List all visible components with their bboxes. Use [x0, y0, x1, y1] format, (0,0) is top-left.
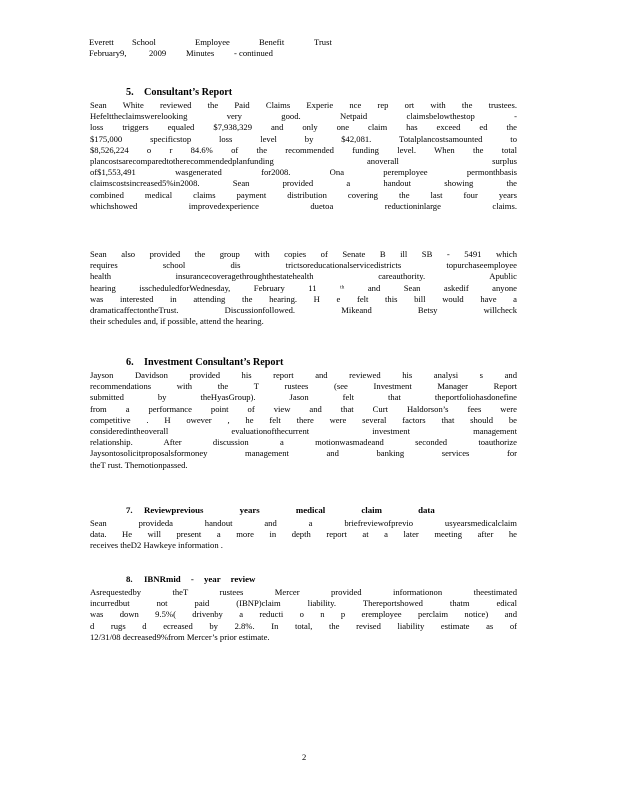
section-number: 6. [126, 357, 134, 368]
header-word: Benefit [259, 37, 285, 47]
section-title: IBNRmid - year review [144, 574, 256, 584]
text-line: dramaticaffectontheTrust. Discussionfollowed. Mikeand Betsy willcheck [90, 304, 517, 315]
page-number: 2 [302, 752, 307, 762]
text-line: theT rust. Themotionpassed. [90, 459, 188, 470]
section-number: 8. [126, 574, 133, 584]
text-line: their schedules and, if possible, attend the hearing. [90, 316, 264, 327]
text-line: from a performance point of view and that Curt Haldorson’s fees were [90, 403, 517, 414]
text-line: Sean also provided the group with copies of Senate B ill SB - 5491 which [90, 249, 517, 259]
header-word: Everett [89, 37, 114, 47]
section-heading-consultant-report [126, 86, 232, 99]
header-word: Trust [314, 37, 332, 47]
paragraph [90, 370, 517, 471]
paragraph [90, 249, 517, 327]
text-line: hearing isscheduledforWednesday, February 11 ᵗʰ and Sean askedif anyone [90, 282, 517, 293]
paragraph [90, 518, 517, 552]
section-title: Reviewprevious years medical claim data [144, 505, 435, 515]
text-line: $175,000 specificstop loss level by $42,081. Totalplancostsamounted to [90, 133, 517, 144]
text-line: health insurancecoveragethroughthestatehealth careauthority. Apublic [90, 271, 517, 282]
section-title: Investment Consultant’s Report [144, 357, 284, 368]
text-line: data. He will present a more in depth report at a later meeting after he [90, 529, 517, 540]
section-number: 7. [126, 505, 133, 515]
text-line: consideredintheoverall evaluationofthecurrent investment management [90, 425, 517, 436]
text-line: 12/31/08 decreased9%from Mercer’s prior estimate. [90, 631, 270, 642]
text-line: receives theD2 Hawkeye information . [90, 540, 223, 551]
section-heading-previous-claims [126, 504, 435, 517]
section-number: 5. [126, 87, 134, 98]
text-line: Asrequestedby theT rustees Mercer provided informationon theestimated [90, 587, 517, 597]
text-line: Hefelttheclaimswerelooking very good. Netpaid claimsbelowthestop - [90, 111, 517, 122]
section-title: Consultant’s Report [144, 87, 233, 98]
text-line: plancostsarecomparedtotherecommendedplanfunding anoverall surplus [90, 155, 517, 166]
text-line: $8,526,224 o r 84.6% of the recommended funding level. When the total [90, 144, 517, 155]
paragraph [90, 100, 517, 212]
paragraph [90, 587, 517, 643]
header-word: Employee [195, 37, 230, 47]
text-line: of$1,553,491 wasgenerated for2008. Ona peremployee permonthbasis [90, 167, 517, 178]
text-line: competitive . H owever , he felt there were several factors that should be [90, 414, 517, 425]
header-word: - continued [234, 48, 273, 58]
header-word: Minutes [186, 48, 215, 58]
text-line: Jaysontosolicitproposalsformoney management and banking services for [90, 448, 517, 459]
text-line: incurredbut not paid (IBNP)claim liability. Thereportshowed thatm edical [90, 598, 517, 609]
text-line: d rugs d ecreased by 2.8%. In total, the revised liability estimate as of [90, 620, 517, 631]
text-line: was down 9.5%( drivenby a reducti o n p eremployee perclaim notice) and [90, 609, 517, 620]
text-line: claimscostsincreased5%in2008. Sean provided a handout showing the [90, 178, 517, 189]
text-line: loss triggers equaled $7,938,329 and only one claim has exceed ed the [90, 122, 517, 133]
text-line: relationship. After discussion a motionwasmadeand seconded toauthorize [90, 437, 517, 448]
text-line: was interested in attending the hearing. H e felt this bill would have a [90, 293, 517, 304]
running-header [89, 37, 519, 59]
text-line: recommendations with the T rustees (see Investment Manager Report [90, 381, 517, 392]
header-word: School [132, 37, 156, 47]
text-line: Sean White reviewed the Paid Claims Experie nce rep ort with the trustees. [90, 100, 517, 110]
section-heading-investment-report [126, 356, 283, 369]
text-line: Sean provideda handout and a briefreviewofprevio usyearsmedicalclaim [90, 518, 517, 528]
text-line: whichshowed improvedexperience duetoa reductioninlarge claims. [90, 200, 517, 211]
text-line: requires school dis trictsoreducationalservicedistricts topurchaseemployee [90, 260, 517, 271]
header-word: 2009 [149, 48, 167, 58]
header-word: February9, [89, 48, 127, 58]
text-line: submitted by theHyasGroup). Jason felt that theportfoliohasdonefine [90, 392, 517, 403]
text-line: combined medical claims payment distribution covering the last four years [90, 189, 517, 200]
section-heading-ibnr-review [126, 573, 255, 586]
header-line-1 [89, 37, 519, 48]
header-line-2 [89, 48, 519, 59]
text-line: Jayson Davidson provided his report and reviewed his analysi s and [90, 370, 517, 380]
